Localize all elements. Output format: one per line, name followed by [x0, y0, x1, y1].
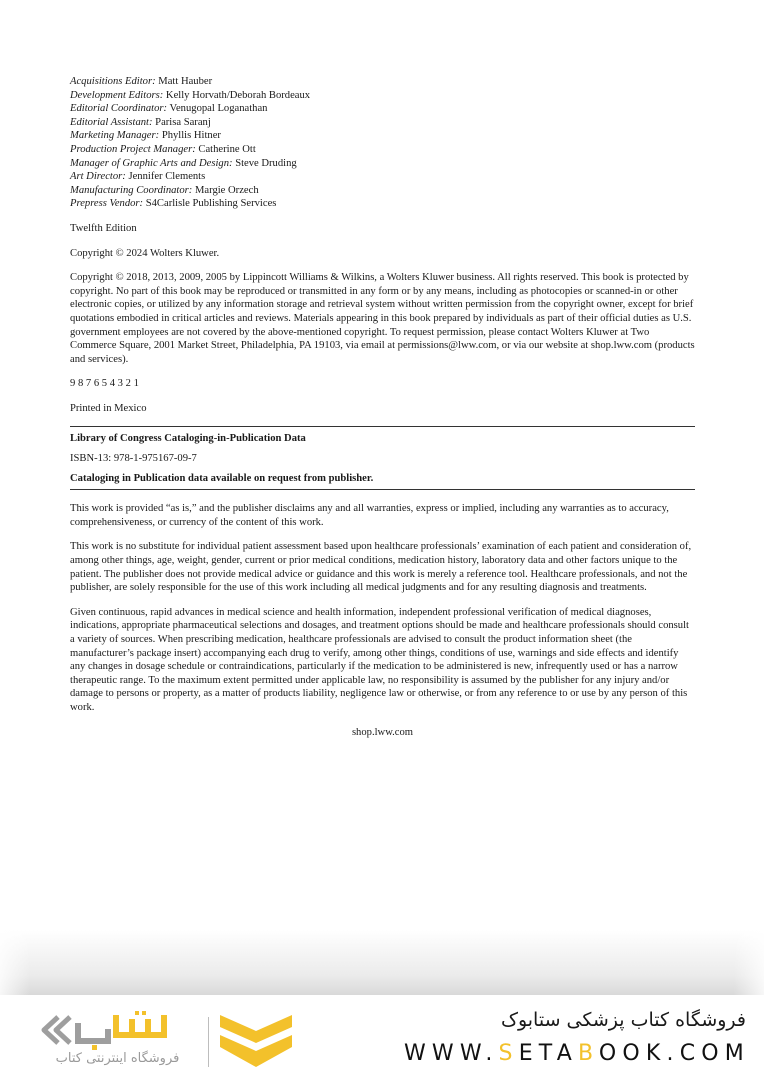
editorial-credits — [70, 75, 695, 211]
copyright-page-content — [70, 75, 695, 739]
logo-tagline: فروشگاه اینترنتی کتاب — [55, 1051, 180, 1066]
credit-line: Manufacturing Coordinator: Margie Orzech — [70, 184, 259, 196]
credit-line: Development Editors: Kelly Horvath/Deborah Bordeaux — [70, 89, 311, 101]
credit-line: Acquisitions Editor: Matt Hauber — [70, 76, 213, 87]
setabook-wordmark-icon — [36, 1009, 196, 1051]
bottom-divider — [70, 489, 695, 490]
publisher-website: shop.lww.com — [351, 726, 414, 738]
edition-label: Twelfth Edition — [70, 222, 137, 234]
credit-line: Editorial Coordinator: Venugopal Loganathan — [70, 103, 268, 115]
copyright-current: Copyright © 2024 Wolters Kluwer. — [70, 247, 220, 259]
page-bottom-shadow — [0, 930, 764, 995]
cip-block — [70, 427, 695, 489]
credit-line: Production Project Manager: Catherine Ott — [70, 143, 256, 155]
credit-line: Manager of Graphic Arts and Design: Steve Druding — [70, 157, 297, 169]
credit-line: Editorial Assistant: Parisa Saranj — [70, 116, 211, 128]
watermark-banner — [0, 995, 764, 1080]
disclaimer-substitute: This work is no substitute for individual patient assessment based upon healthcare professionals’ examination of each patient and consideration of, among other things, age, weight, gender, current or prior medical conditions, medication history, laboratory data and other factors unique to the patient. The publisher does not provide medical advice or guidance and this work is merely a reference tool. Healthcare professionals, and not the publisher, are solely responsible for the use of this work including all medical judgments and for any resulting diagnosis and treatments. — [70, 541, 692, 594]
disclaimer-verification: Given continuous, rapid advances in medical science and health information, independent professional verification of medical diagnoses, indications, appropriate pharmaceutical selections and dosages, and treatment options should be made and healthcare professionals should consult a variety of sources. When prescribing medication, healthcare professionals are advised to consult the product information sheet (the manufacturer’s package insert) accompanying each drug to verify, among other things, conditions of use, warnings and side effects and identify any changes in dosage schedule or contraindications, particularly if the medication to be administered is new, infrequently used or has a narrow therapeutic range. To the maximum extent permitted under applicable law, no responsibility is assumed by the publisher for any injury and/or damage to persons or property, as a matter of products liability, negligence law or otherwise, or from any reference to or use by any person of this work. — [70, 606, 689, 713]
credit-line: Marketing Manager: Phyllis Hitner — [70, 130, 221, 142]
disclaimers — [70, 502, 695, 714]
logo-divider — [208, 1017, 209, 1067]
cip-heading: Library of Congress Cataloging-in-Publication Data — [70, 433, 306, 445]
setabook-logo — [36, 1007, 296, 1073]
cip-note: Cataloging in Publication data available on request from publisher. — [70, 472, 374, 484]
credit-line: Prepress Vendor: S4Carlisle Publishing Services — [70, 198, 277, 210]
isbn: ISBN-13: 978-1-975167-09-7 — [70, 453, 197, 465]
disclaimer-warranty: This work is provided “as is,” and the publisher disclaims any and all warranties, express or implied, including any warranties as to accuracy, comprehensiveness, or currency of the content of this work. — [70, 503, 669, 528]
chevron-emblem-icon — [218, 1013, 294, 1069]
copyright-notice: Copyright © 2018, 2013, 2009, 2005 by Lippincott Williams & Wilkins, a Wolters Kluwer business. All rights reserved. This book is protected by copyright. No part of this book may be reproduced or transmitted in any form or by any means, including as photocopies or scanned-in or other electronic copies, or utilized by any information storage and retrieval system without written permission from the copyright owner, except for brief quotations embodied in critical articles and reviews. Materials appearing in this book prepared by individuals as part of their official duties as U.S. government employees are not covered by the above-mentioned copyright. To request permission, please contact Wolters Kluwer at Two Commerce Square, 2001 Market Street, Philadelphia, PA 19103, via email at permissions@lww.com, or via our website at shop.lww.com (products and services). — [70, 272, 695, 365]
credit-line: Art Director: Jennifer Clements — [70, 171, 206, 183]
printed-in: Printed in Mexico — [70, 402, 147, 414]
shop-url: WWW.SETABOOK.COM — [403, 1041, 750, 1066]
print-line: 9 8 7 6 5 4 3 2 1 — [70, 378, 139, 390]
shop-title: فروشگاه کتاب پزشکی ستابوک — [500, 1009, 746, 1031]
